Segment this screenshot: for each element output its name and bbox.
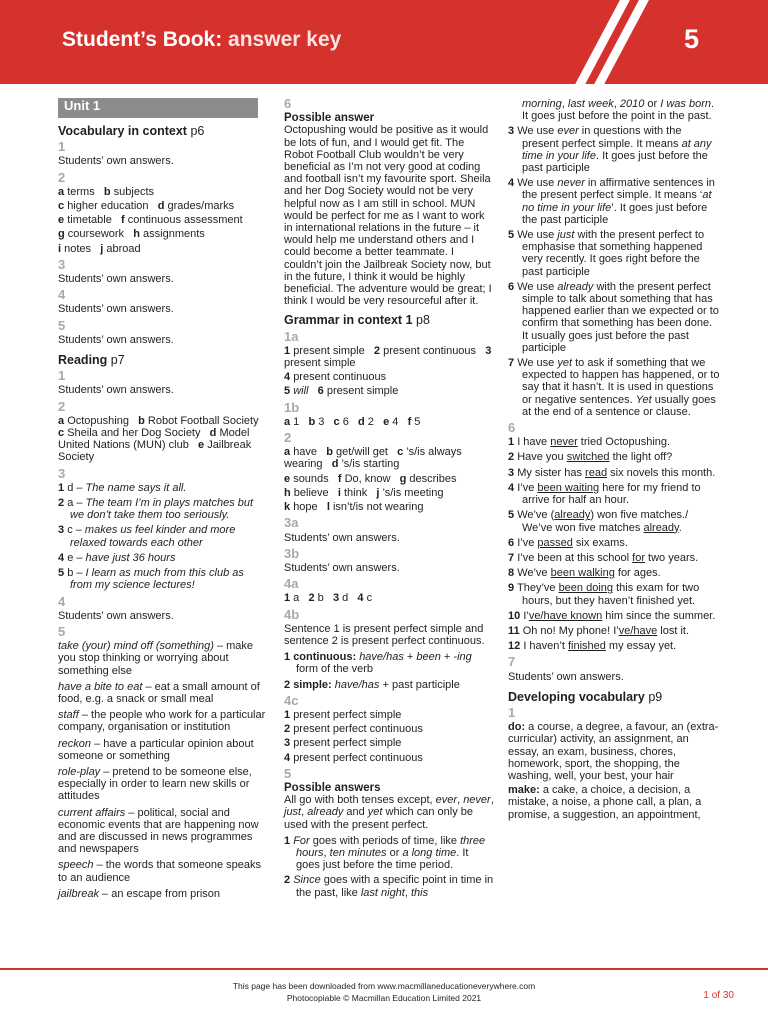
item-key: 2: [308, 592, 315, 605]
answer-line: 1 present simple 2 present continuous 3 present simple: [284, 344, 492, 370]
list-item: 2 a – The team I’m in plays matches but we don’t take them too seriously.: [58, 497, 254, 522]
answer-text: Students’ own answers.: [58, 333, 174, 346]
answer-line: 3 present perfect simple: [284, 737, 402, 750]
exercise-number: 2: [58, 398, 66, 414]
section-heading: Grammar in context 1 p8: [284, 313, 430, 328]
exercise-number: 4b: [284, 606, 300, 622]
unit-number: 5: [684, 24, 700, 54]
list-item: 5 We’ve (already) won five matches./ We’ve won five matches already.: [508, 509, 689, 534]
list-item: 4 We use never in affirmative sentences in the present perfect simple. It means ‘at no time in your life’. It goes just before the past participle: [508, 177, 715, 226]
list-item: 11 Oh no! My phone! I’ve/have lost it.: [508, 624, 690, 637]
list-item: 3 We use ever in questions with the present perfect simple. It means at any time in your life. It goes just before the past participle: [508, 125, 712, 175]
item-key: 4: [357, 592, 364, 605]
item-value: d: [339, 592, 358, 605]
section-heading: Reading p7: [58, 353, 125, 368]
answer-text: Students’ own answers.: [508, 670, 624, 683]
answer-text: Sentence 1 is present perfect simple and sentence 2 is present perfect continuous.: [284, 622, 485, 647]
answer-line: 2 present perfect continuous: [284, 723, 423, 736]
exercise-number: 6: [508, 420, 516, 436]
list-item: 2 simple: have/has + past participle: [284, 678, 460, 691]
exercise-number: 4a: [284, 576, 299, 592]
list-item: 1 continuous: have/has + been + -ing form of the verb: [284, 651, 472, 676]
exercise-number: 3: [58, 465, 66, 481]
column-3: [508, 98, 720, 823]
footer-divider: [0, 968, 768, 970]
answer-paragraph: do: a course, a degree, a favour, an (extra-curricular) activity, an assignment, an essay, an exam, business, chores, homework, sport, the shopping, the washing, well, your best, your hair: [508, 721, 719, 782]
exercise-number: 5: [284, 765, 292, 781]
item-key: b: [308, 415, 316, 428]
section-heading: Developing vocabulary p9: [508, 689, 663, 704]
answer-line: [284, 592, 494, 604]
answer-line: 5 will 6 present simple: [284, 385, 399, 398]
item-value: c: [363, 592, 373, 605]
answer-line: a terms b subjects: [58, 185, 155, 198]
item-value: b: [314, 592, 333, 605]
answer-line: 4 present continuous: [284, 371, 387, 384]
answer-paragraph: All go with both tenses except, ever, never, just, already and yet which can only be used with the present perfect.: [284, 794, 494, 831]
definition: current affairs – political, social and economic events that are happening now and are discussed in news programmes and newspapers: [58, 806, 259, 856]
item-value: a: [290, 592, 309, 605]
list-item: 7 We use yet to ask if something that we expected to happen has happened, or to say that it hasn’t. It is used in questions or negative sentences. Yet usually goes at the end of a sentence or clause.: [508, 357, 720, 418]
answer-text: Students’ own answers.: [58, 273, 174, 286]
item-key: a: [284, 415, 291, 428]
definition: role-play – pretend to be someone else, especially in order to learn new skills or attitudes: [58, 765, 252, 803]
exercise-number: 2: [58, 169, 66, 185]
answer-paragraph: make: a cake, a choice, a decision, a mistake, a noise, a phone call, a plan, a promise, a suggestion, an appointment,: [508, 784, 702, 821]
answer-line: 1 present perfect simple: [284, 708, 402, 721]
exercise-number: 5: [58, 623, 66, 639]
answer-text: Students’ own answers.: [58, 155, 174, 168]
exercise-number: 4: [58, 593, 66, 609]
answer-line: k hope l isn’t/is not wearing: [284, 501, 424, 514]
exercise-number: 6: [284, 96, 292, 111]
answer-line: e timetable f continuous assessment: [58, 214, 243, 227]
exercise-number: 1a: [284, 328, 299, 344]
exercise-number: 1: [58, 368, 66, 384]
answer-text: morning, last week, 2010 or I was born. It goes just before the point in the past.: [522, 98, 715, 123]
exercise-number: 7: [508, 654, 516, 670]
page-header: [0, 0, 768, 84]
exercise-number: 4: [58, 287, 66, 303]
unit-label: Unit 1: [58, 98, 258, 118]
item-value: 6: [339, 415, 359, 428]
answer-text: Students’ own answers.: [284, 561, 400, 574]
answer-text: Students’ own answers.: [58, 303, 174, 316]
list-item: 8 We’ve been walking for ages.: [508, 567, 661, 580]
exercise-number: 3a: [284, 515, 299, 531]
definition: reckon – have a particular opinion about someone or something: [58, 737, 254, 762]
list-item: 1 d – The name says it all.: [58, 481, 187, 494]
page-number: 1 of 30: [703, 990, 734, 1001]
definition: speech – the words that someone speaks to an audience: [58, 859, 262, 884]
list-item: 12 I haven’t finished my essay yet.: [508, 640, 677, 653]
list-item: 2 Have you switched the light off?: [508, 451, 673, 464]
exercise-number: 2: [284, 430, 292, 446]
answer-line: a Octopushing b Robot Football Society c Sheila and her Dog Society d Model United Nations (MUN) club e Jailbreak Society: [58, 414, 259, 464]
exercise-number: 4c: [284, 692, 299, 708]
exercise-number: 3b: [284, 545, 300, 561]
item-key: f: [407, 415, 412, 428]
answer-line: [284, 416, 494, 428]
answer-text: Students’ own answers.: [58, 384, 174, 397]
exercise-number: 5: [58, 317, 66, 333]
answer-line: i notes j abroad: [58, 242, 141, 255]
item-key: 1: [284, 592, 291, 605]
page-title: Student’s Book: answer key: [62, 28, 342, 51]
answer-text: Students’ own answers.: [58, 609, 174, 622]
item-key: 3: [332, 592, 340, 605]
list-item: 3 My sister has read six novels this month.: [508, 466, 716, 479]
page-footer: [0, 980, 768, 1004]
list-item: 2 Since goes with a specific point in time in the past, like last night, this: [284, 874, 494, 899]
definition: staff – the people who work for a particular company, organisation or institution: [58, 709, 266, 734]
exercise-number: 1: [58, 139, 66, 155]
list-item: 9 They’ve been doing this exam for two hours, but they haven’t finished yet.: [508, 582, 700, 607]
column-1: [58, 98, 268, 902]
answer-line: c higher education d grades/marks: [58, 200, 235, 213]
section-heading: Vocabulary in context p6: [58, 124, 205, 138]
exercise-number: 1: [508, 704, 516, 720]
item-key: e: [383, 415, 390, 428]
list-item: 1 I have never tried Octopushing.: [508, 436, 671, 449]
exercise-number: 3: [58, 256, 66, 272]
item-key: c: [333, 415, 340, 428]
column-2: [284, 98, 494, 902]
download-notice: This page has been downloaded from www.macmillaneducationeverywhere.com: [232, 981, 536, 991]
answer-line: h believe i think j ’s/is meeting: [284, 486, 444, 499]
list-item: 3 c – makes us feel kinder and more relaxed towards each other: [58, 524, 236, 549]
list-item: 5 We use just with the present perfect to emphasise that something happened very recently. It goes right before the past participle: [508, 229, 705, 278]
definition: take (your) mind off (something) – make you stop thinking or worrying about something else: [58, 640, 254, 677]
definition: jailbreak – an escape from prison: [58, 887, 221, 900]
answer-line: e sounds f Do, know g describes: [284, 472, 457, 485]
list-item: 6 I’ve passed six exams.: [508, 536, 628, 549]
list-item: 6 We use already with the present perfect simple to talk about something that has happened earlier than we expected or to confirm that something has been done. It usually goes just before the past participle: [508, 280, 719, 354]
item-value: 1: [290, 415, 309, 428]
answer-line: g coursework h assignments: [58, 228, 205, 241]
list-item: 4 I’ve been waiting here for my friend to arrive for half an hour.: [508, 481, 701, 507]
subheading: Possible answer: [284, 112, 375, 125]
answer-line: a have b get/will get c ’s/is always wearing d ’s/is starting: [284, 446, 462, 471]
list-item: 10 I’ve/have known him since the summer.: [508, 609, 716, 622]
list-item: 5 b – I learn as much from this club as from my science lectures!: [58, 567, 244, 592]
answer-paragraph: Octopushing would be positive as it would be lots of fun, and I would get fit. The Robot Football Club wouldn’t be very beneficial as I’m not very good at coding and football isn’t my favourite sport. Sheila and her Dog Society would not be very helpful now as I am still in school. MUN would be perfect for me as I want to work in international relations in the future – it would help me understand others and I could become a better teammate. I couldn’t join the Jailbreak Society now, but in the future, I think it would be highly beneficial. The adventure would be great; I think I would be very resourceful after it.: [284, 124, 492, 308]
item-value: 5: [411, 415, 421, 428]
subheading: Possible answers: [284, 781, 381, 794]
item-key: d: [358, 415, 365, 428]
exercise-number: 1b: [284, 399, 300, 415]
list-item: 7 I’ve been at this school for two years.: [508, 551, 699, 564]
item-value: 4: [389, 415, 408, 428]
list-item: 4 e – have just 36 hours: [58, 551, 176, 564]
item-value: 2: [364, 415, 384, 428]
copyright-notice: Photocopiable © Macmillan Education Limited 2021: [286, 993, 482, 1003]
list-item: 1 For goes with periods of time, like three hours, ten minutes or a long time. It goes just before the time period.: [284, 834, 486, 872]
definition: have a bite to eat – eat a small amount of food, e.g. a snack or small meal: [58, 680, 260, 705]
item-value: 3: [315, 415, 334, 428]
answer-text: Students’ own answers.: [284, 531, 400, 544]
answer-line: 4 present perfect continuous: [284, 751, 423, 764]
